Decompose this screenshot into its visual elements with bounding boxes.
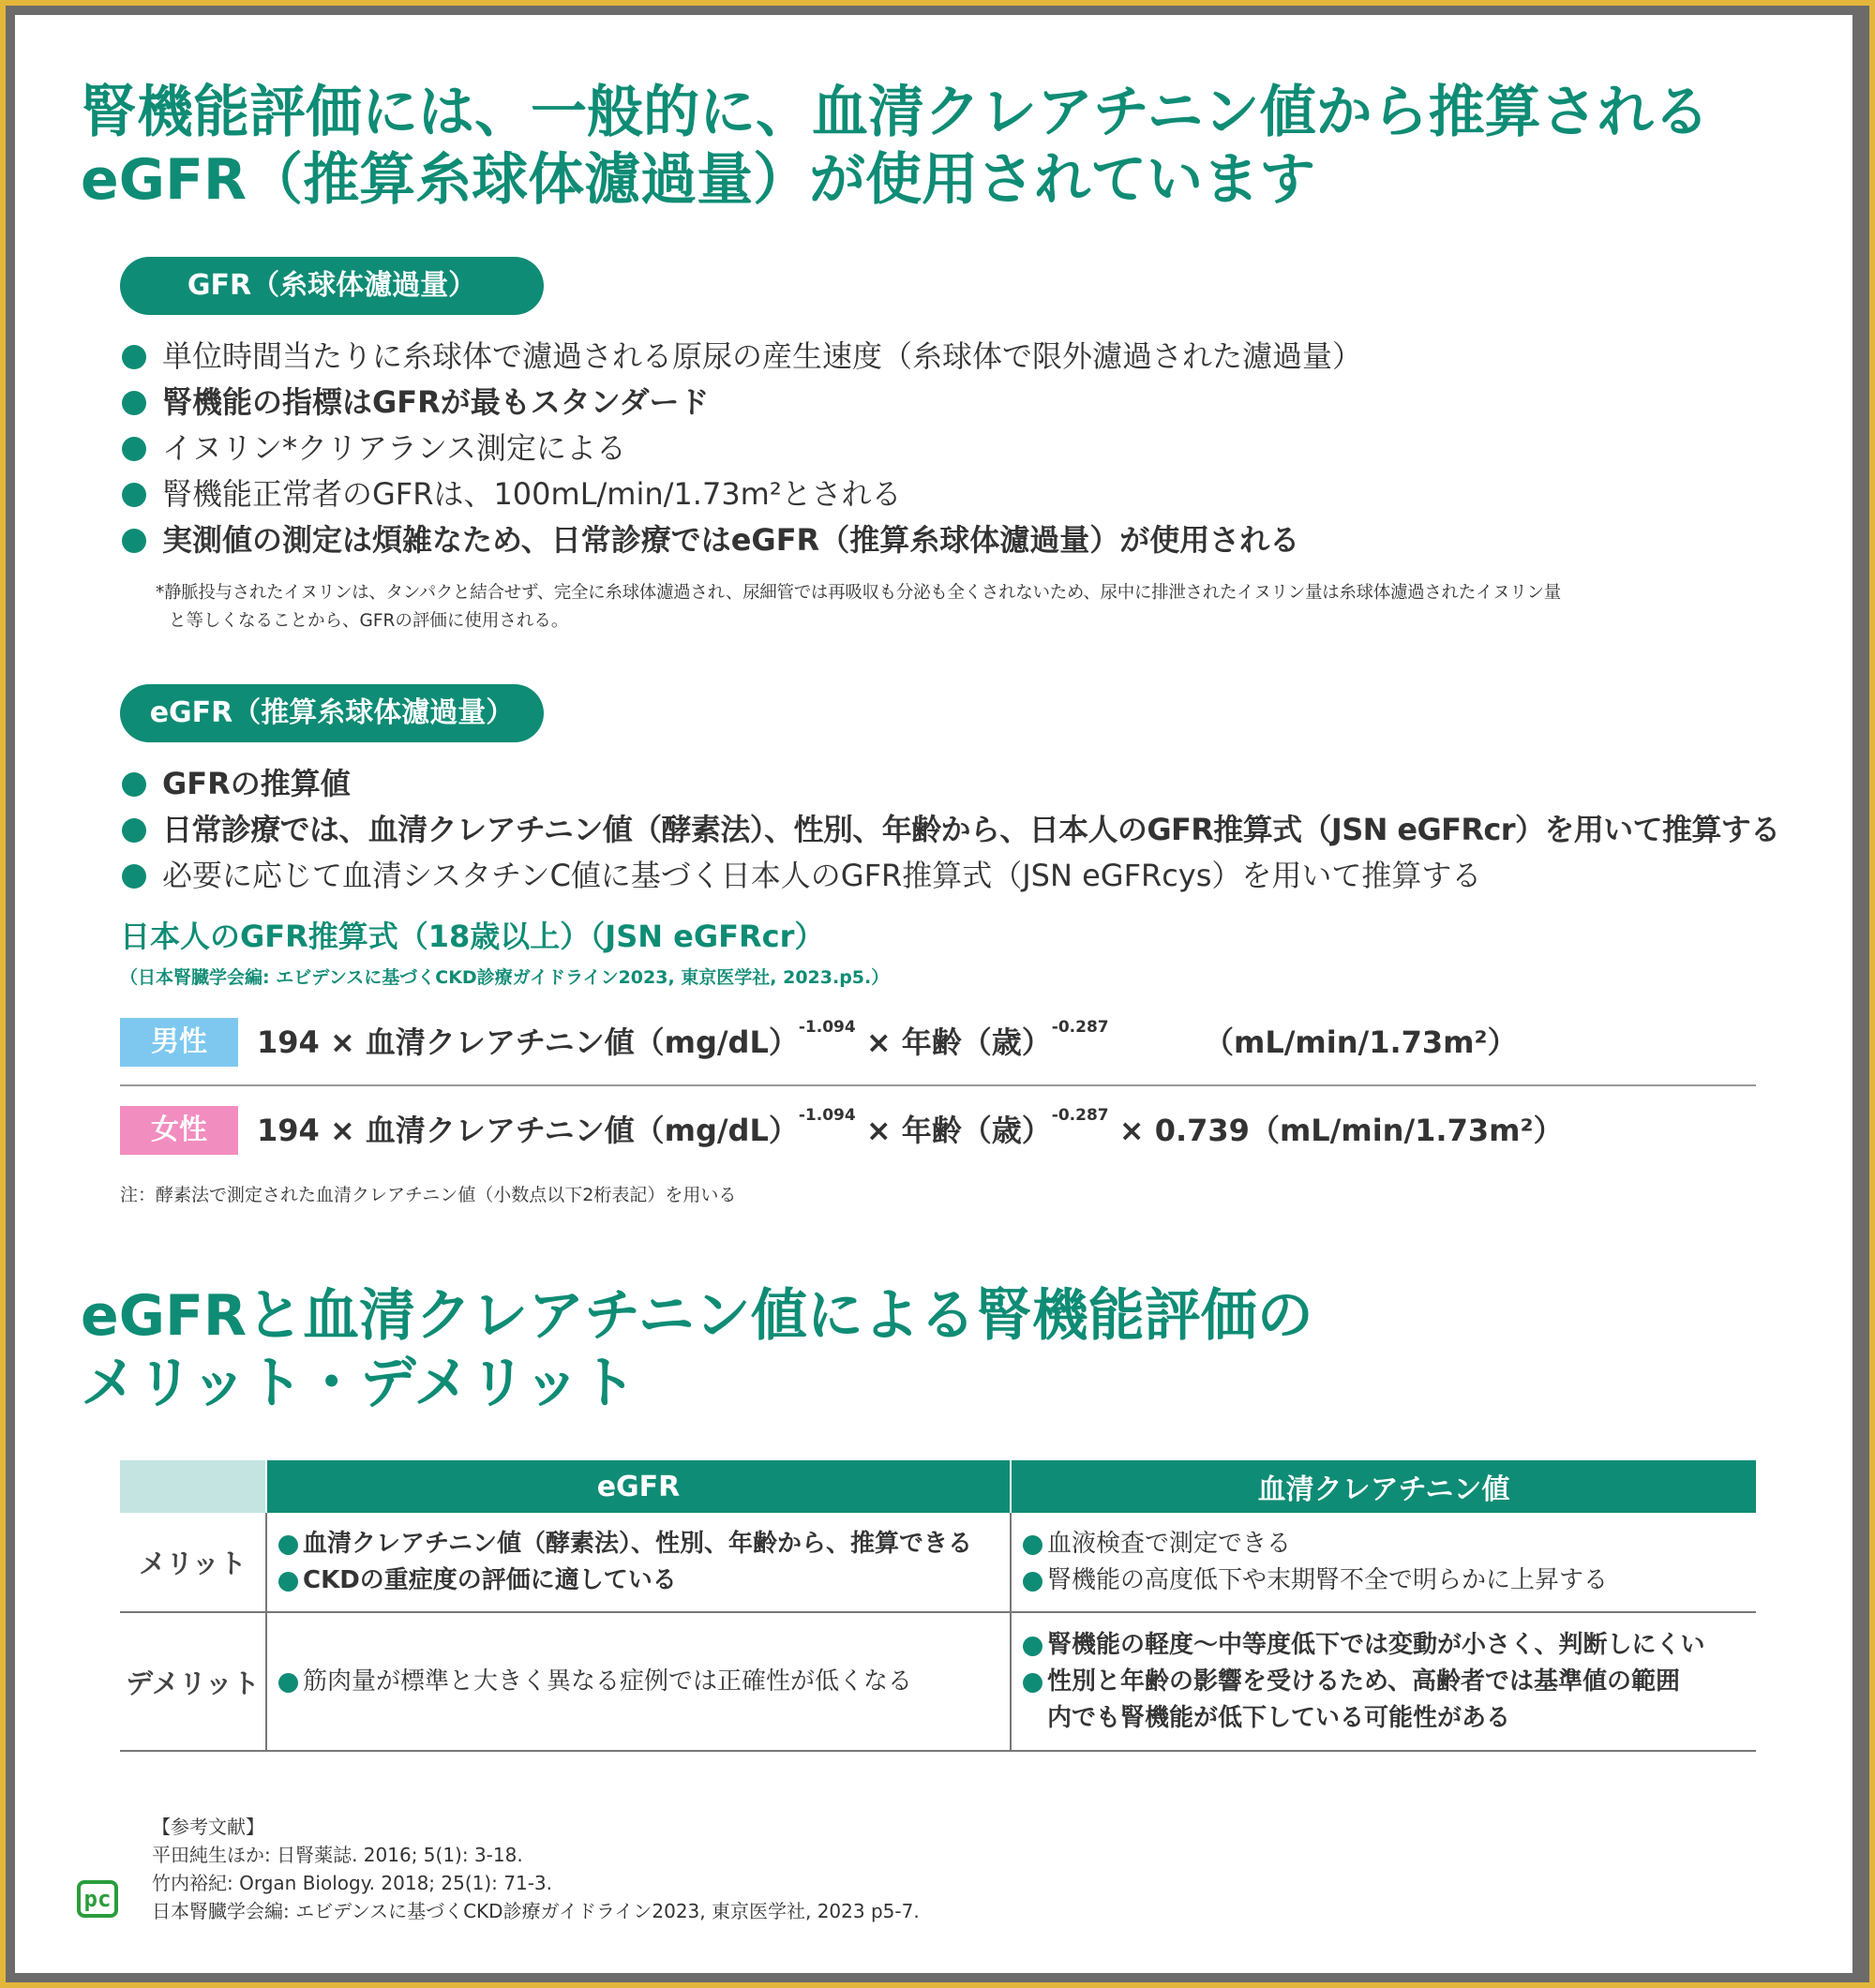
- bullet-dot-icon: [1023, 1572, 1042, 1592]
- gfr-footnote: [156, 579, 1561, 635]
- egfr-pill: eGFR（推算糸球体濾過量）: [120, 684, 544, 742]
- bullet-dot-icon: [278, 1535, 298, 1555]
- egfr-bullet: 必要に応じて血清シスタチンC値に基づく日本人のGFR推算式（JSN eGFRcys）を用いて推算する: [120, 853, 1780, 899]
- reference-item: 竹内裕紀: Organ Biology. 2018; 25(1): 71-3.: [152, 1872, 553, 1894]
- headline-1-line-1: 腎機能評価には、一般的に、血清クレアチニン値から推算される: [81, 80, 1710, 145]
- gfr-bullet: 実測値の測定は煩雑なため、日常診療ではeGFR（推算糸球体濾過量）が使用される: [120, 517, 1362, 563]
- bullet-dot-icon: [278, 1673, 298, 1693]
- headline-1: [81, 79, 1710, 214]
- demerit-creatinine-cell: [1011, 1612, 1756, 1751]
- bullet-dot-icon: [1023, 1673, 1042, 1693]
- formula-note: 注：酵素法で測定された血清クレアチニン値（小数点以下2桁表記）を用いる: [120, 1185, 737, 1205]
- gfr-bullet-list: [120, 334, 1362, 563]
- table-header-row: [120, 1460, 1756, 1513]
- gfr-footnote-line-2: と等しくなることから、GFRの評価に使用される。: [169, 611, 569, 631]
- male-label: 男性: [120, 1018, 238, 1067]
- headline-2-line-2: メリット・デメリット: [81, 1351, 637, 1416]
- bullet-dot-icon: [278, 1572, 298, 1592]
- list-item: 性別と年齢の影響を受けるため、高齢者では基準値の範囲: [1023, 1664, 1756, 1700]
- gfr-bullet: イヌリン*クリアランス測定による: [120, 426, 1362, 471]
- pc-logo: pc: [77, 1880, 118, 1918]
- list-item-continuation: 内でも腎機能が低下している可能性がある: [1047, 1703, 1511, 1732]
- gfr-bullet: 腎機能正常者のGFRは、100mL/min/1.73m²とされる: [120, 471, 1362, 517]
- bullet-dot-icon: [122, 818, 146, 843]
- list-item: 腎機能の軽度～中等度低下では変動が小さく、判断しにくい: [1023, 1627, 1756, 1664]
- gfr-bullet: 腎機能の指標はGFRが最もスタンダード: [120, 380, 1362, 426]
- list-item: 腎機能の高度低下や末期腎不全で明らかに上昇する: [1023, 1562, 1756, 1599]
- bullet-dot-icon: [122, 391, 146, 415]
- references-heading: 【参考文献】: [152, 1816, 264, 1838]
- headline-2-line-1: eGFRと血清クレアチニン値による腎機能評価の: [81, 1283, 1313, 1349]
- merit-egfr-cell: [266, 1513, 1011, 1612]
- table-row: [120, 1513, 1756, 1612]
- merit-creatinine-cell: [1011, 1513, 1756, 1612]
- document-page: [15, 15, 1852, 1973]
- gfr-footnote-line-1: *静脈投与されたイヌリンは、タンパクと結合せず、完全に糸球体濾過され、尿細管では再吸収も分泌も全くされないため、尿中に排泄されたイヌリン量は糸球体濾過されたイヌリン量: [156, 583, 1561, 603]
- comparison-table: [120, 1460, 1756, 1752]
- egfr-bullet: 日常診療では、血清クレアチニン値（酵素法）、性別、年齢から、日本人のGFR推算式（JSN eGFRcr）を用いて推算する: [120, 807, 1780, 853]
- bullet-dot-icon: [122, 772, 146, 797]
- gfr-bullet: 単位時間当たりに糸球体で濾過される原尿の産生速度（糸球体で限外濾過された濾過量）: [120, 334, 1362, 380]
- formula-divider: [120, 1084, 1756, 1086]
- demerit-egfr-cell: [266, 1612, 1011, 1751]
- table-header-creatinine: 血清クレアチニン値: [1011, 1460, 1756, 1513]
- gfr-pill: GFR（糸球体濾過量）: [120, 257, 544, 315]
- bullet-dot-icon: [122, 437, 146, 461]
- bullet-dot-icon: [122, 529, 146, 553]
- table-row: [120, 1612, 1756, 1751]
- egfr-bullet: GFRの推算値: [120, 761, 1780, 807]
- female-label: 女性: [120, 1106, 238, 1155]
- row-header-merit: メリット: [120, 1513, 266, 1612]
- male-unit: （mL/min/1.73m²）: [1204, 1024, 1518, 1060]
- reference-item: 平田純生ほか: 日腎薬誌. 2016; 5(1): 3-18.: [152, 1844, 523, 1866]
- bullet-dot-icon: [1023, 1535, 1042, 1555]
- reference-item: 日本腎臓学会編: エビデンスに基づくCKD診療ガイドライン2023, 東京医学社, 2023 p5-7.: [152, 1900, 920, 1922]
- table-header-egfr: eGFR: [266, 1460, 1011, 1513]
- list-item: CKDの重症度の評価に適している: [278, 1562, 1010, 1599]
- headline-1-line-2: eGFR（推算糸球体濾過量）が使用されています: [81, 147, 1316, 213]
- bullet-dot-icon: [122, 345, 146, 369]
- formula-source: （日本腎臓学会編: エビデンスに基づくCKD診療ガイドライン2023, 東京医学社, 2023.p5.）: [120, 967, 890, 988]
- table-corner-cell: [120, 1460, 266, 1513]
- row-header-demerit: デメリット: [120, 1612, 266, 1751]
- female-formula: 194 × 血清クレアチニン値$(mg/dL)^{-1.094}$ × 年齢（歳）$^{-0.287}$ × 0.739（mL/min/1.73m²）: [257, 1106, 1564, 1148]
- bullet-dot-icon: [122, 483, 146, 507]
- list-item: 血清クレアチニン値（酵素法）、性別、年齢から、推算できる: [278, 1526, 1010, 1562]
- list-item: 筋肉量が標準と大きく異なる症例では正確性が低くなる: [278, 1664, 1010, 1700]
- references: [152, 1813, 920, 1925]
- bullet-dot-icon: [1023, 1637, 1042, 1656]
- headline-2: [81, 1282, 1313, 1417]
- bullet-dot-icon: [122, 864, 146, 889]
- formula-title: 日本人のGFR推算式（18歳以上）（JSN eGFRcr）: [120, 919, 825, 954]
- male-formula: 194 × 血清クレアチニン値$(mg/dL)^{-1.094}$ × 年齢（歳）$^{-0.287}$: [257, 1018, 1109, 1060]
- list-item: 血液検査で測定できる: [1023, 1526, 1756, 1562]
- egfr-bullet-list: [120, 761, 1780, 899]
